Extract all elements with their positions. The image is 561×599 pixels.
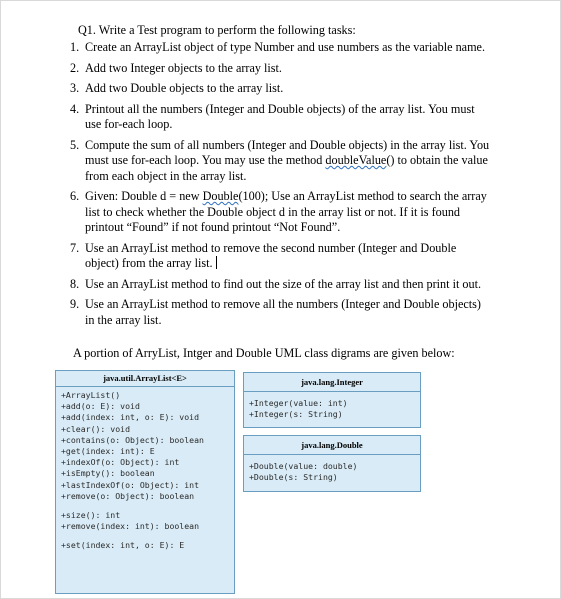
uml-method-group: +ArrayList() +add(o: E): void +add(index: int, o: E): void +clear(): void +contains(o: Object): boolean +get(index: int): E +indexOf(o: Object): int +isEmpty(): boolean +lastIndexOf(o: Object): int +remove(o: Object): boolean	[61, 390, 204, 501]
task-item: 6. Given: Double d = new Double(100); Use an ArrayList method to search the array list to check whether the Double object d in the array list or not. If it is found printout “Found” if not found printout “Not Found”.	[70, 189, 487, 234]
uml-method-group: +Double(value: double) +Double(s: String)	[249, 461, 358, 483]
uml-method-group: +set(index: int, o: E): E	[61, 540, 185, 551]
uml-method-group: +Integer(value: int) +Integer(s: String)	[249, 398, 348, 420]
uml-double-class	[243, 435, 421, 492]
spellcheck-word: Double	[202, 189, 239, 203]
spellcheck-word: doubleValue	[325, 153, 387, 167]
task-list	[70, 40, 490, 328]
uml-class-title: java.lang.Integer	[244, 373, 420, 392]
uml-class-title: java.lang.Double	[244, 436, 420, 455]
task-item: 1. Create an ArrayList object of type Number and use numbers as the variable name.	[70, 40, 486, 54]
task-item: 3. Add two Double objects to the array list.	[70, 81, 284, 95]
uml-class-title: java.util.ArrayList<E>	[56, 371, 234, 387]
uml-method-group: +size(): int +remove(index: int): boolean	[61, 510, 200, 532]
task-item: 7. Use an ArrayList method to remove the second number (Integer and Double object) from the array list.	[70, 240, 457, 270]
task-item: 5. Compute the sum of all numbers (Integer and Double objects) in the array list. You must use for-each loop. You may use the method doubleValue() to obtain the value from each object in the array list.	[70, 137, 490, 183]
task-item: 4. Printout all the numbers (Integer and Double objects) of the array list. You must use for-each loop.	[70, 101, 475, 131]
uml-intro: A portion of ArryList, Intger and Double UML class digrams are given below:	[73, 346, 455, 360]
question-title: Q1. Write a Test program to perform the following tasks:	[78, 23, 356, 37]
task-item: 2. Add two Integer objects to the array list.	[70, 60, 282, 75]
task-item: 9. Use an ArrayList method to remove all the numbers (Integer and Double objects) in the array list.	[70, 297, 481, 327]
uml-arraylist-class	[55, 370, 235, 594]
text-cursor	[216, 256, 217, 269]
task-item: 8. Use an ArrayList method to find out the size of the array list and then print it out.	[70, 276, 482, 291]
uml-integer-class	[243, 372, 421, 428]
